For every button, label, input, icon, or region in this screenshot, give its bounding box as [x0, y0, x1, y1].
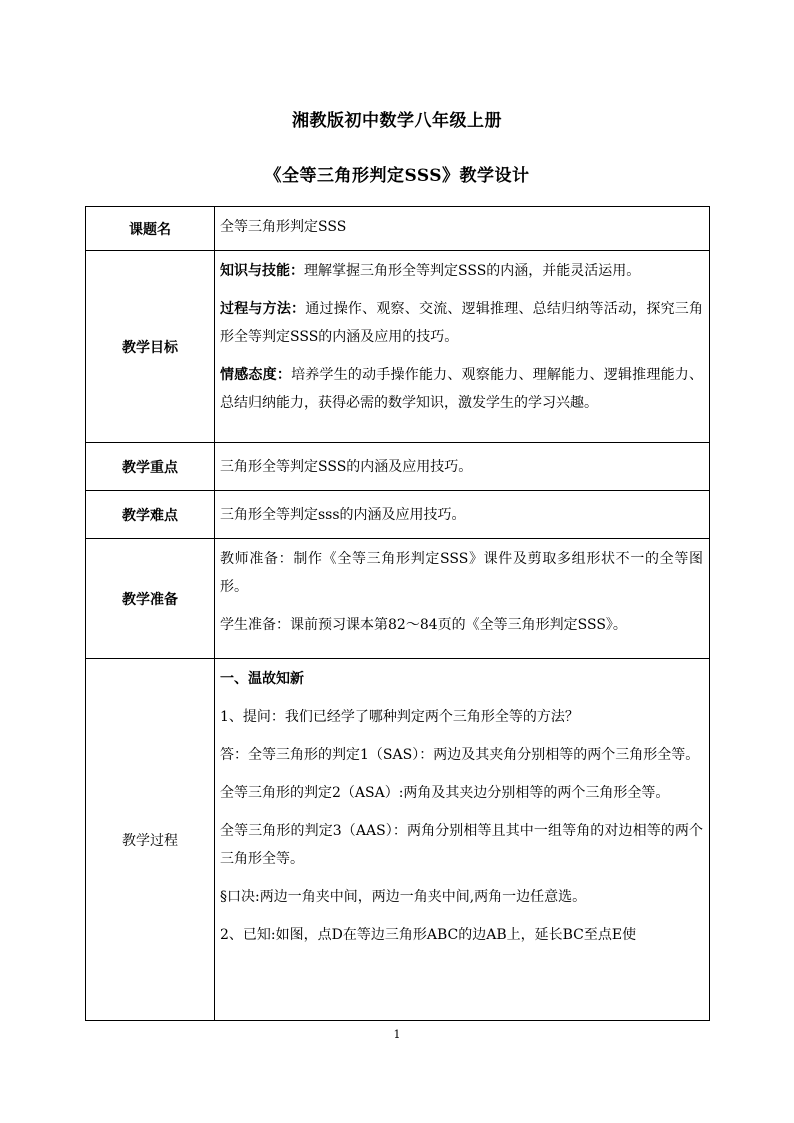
- key-point-text: 三角形全等判定SSS的内涵及应用技巧。: [220, 458, 473, 475]
- page-number: 1: [393, 1028, 401, 1041]
- row-label-topic: 课题名: [86, 207, 215, 251]
- row-label-process: 教学过程: [86, 659, 215, 1021]
- lesson-plan-table: [85, 206, 710, 1021]
- row-label-key-point: 教学重点: [86, 443, 215, 491]
- document-title: 湘教版初中数学八年级上册: [292, 111, 502, 131]
- table-row-difficult-point: [86, 491, 710, 539]
- process-question-1: 1、提问：我们已经学了哪种判定两个三角形全等的方法？: [220, 709, 579, 725]
- preparation-content: [215, 539, 710, 659]
- process-answer-2: 全等三角形的判定2（ASA）:两角及其夹边分别相等的两个三角形全等。: [220, 785, 670, 801]
- document-subtitle: 《全等三角形判定SSS》教学设计: [264, 166, 530, 186]
- process-question-2: 2、已知:如图，点D在等边三角形ABC的边AB上，延长BC至点E使: [220, 927, 637, 943]
- preparation-student: 学生准备：课前预习课本第82～84页的《全等三角形判定SSS》。: [220, 617, 627, 633]
- goal-knowledge-heading: 知识与技能：: [220, 263, 304, 279]
- goal-knowledge-text: 理解掌握三角形全等判定SSS的内涵，并能灵活运用。: [304, 263, 641, 279]
- table-row-goals: [86, 251, 710, 443]
- goals-content: [215, 251, 710, 443]
- table-row-process: [86, 659, 710, 1021]
- process-mnemonic: §口决:两边一角夹中间，两边一角夹中间,两角一边任意选。: [220, 889, 587, 905]
- process-answer-3: 全等三角形的判定3（AAS）：两角分别相等且其中一组等角的对边相等的两个三角形全等。: [220, 823, 703, 867]
- goal-emotion-heading: 情感态度：: [220, 367, 292, 383]
- difficult-point-text: 三角形全等判定sss的内涵及应用技巧。: [220, 506, 466, 523]
- goal-emotion-text: 培养学生的动手操作能力、观察能力、理解能力、逻辑推理能力、总结归纳能力，获得必需的数学知识，激发学生的学习兴趣。: [220, 367, 704, 411]
- process-answer-1: 答：全等三角形的判定1（SAS）：两边及其夹角分别相等的两个三角形全等。: [220, 747, 700, 763]
- goal-emotion: [220, 361, 703, 417]
- goal-knowledge: [220, 257, 703, 285]
- topic-text: 全等三角形判定SSS: [220, 219, 347, 235]
- goal-process: [220, 295, 703, 351]
- process-content: [215, 659, 710, 1021]
- difficult-point-value: [215, 491, 710, 539]
- table-row-preparation: [86, 539, 710, 659]
- goal-process-text: 通过操作、观察、交流、逻辑推理、总结归纳等活动，探究三角形全等判定SSS的内涵及应用的技巧。: [220, 301, 704, 345]
- process-section-title: 一、温故知新: [220, 671, 304, 687]
- row-label-difficult-point: 教学难点: [86, 491, 215, 539]
- table-row-key-point: [86, 443, 710, 491]
- table-row-topic: [86, 207, 710, 251]
- topic-value: [215, 207, 710, 251]
- goal-process-heading: 过程与方法：: [220, 301, 306, 317]
- row-label-preparation: 教学准备: [86, 539, 215, 659]
- key-point-value: [215, 443, 710, 491]
- preparation-teacher: 教师准备：制作《全等三角形判定SSS》课件及剪取多组形状不一的全等图形。: [220, 551, 703, 595]
- row-label-goals: 教学目标: [86, 251, 215, 443]
